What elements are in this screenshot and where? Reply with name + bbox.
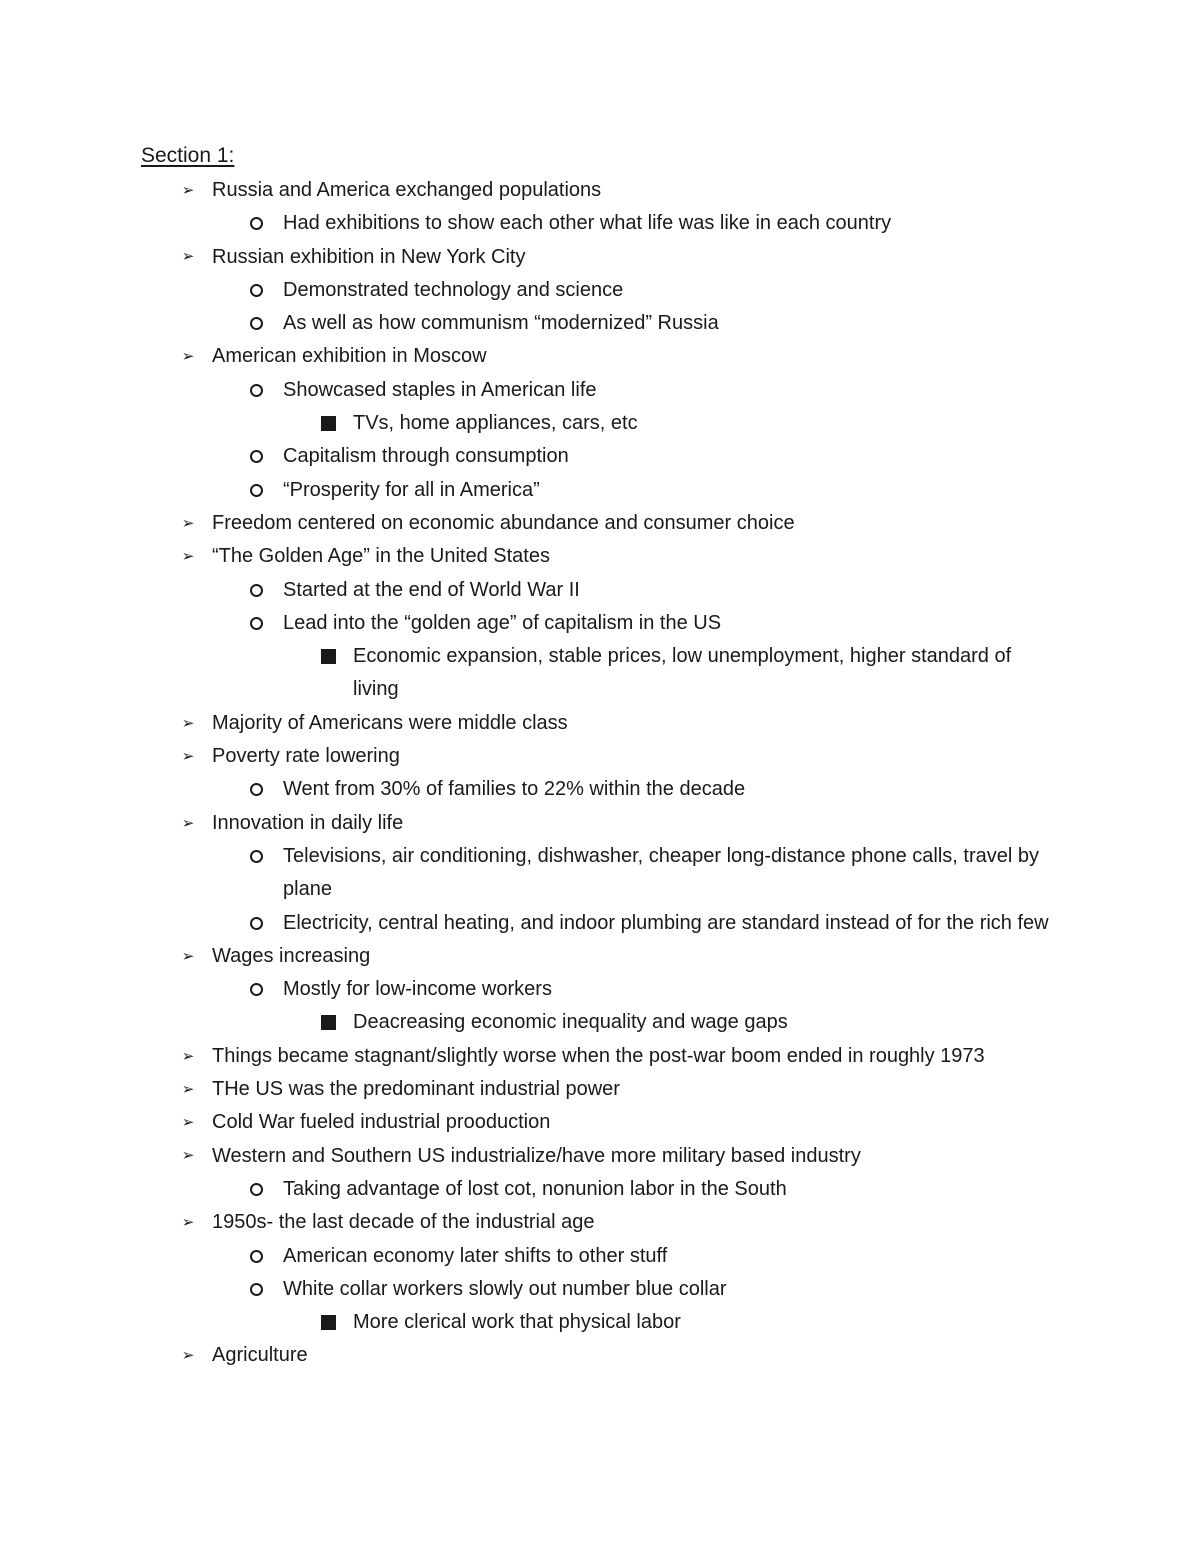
arrowhead-bullet-icon: ➢ — [181, 513, 195, 532]
list-item — [0, 307, 1053, 340]
list-item — [0, 1006, 1053, 1039]
list-item-text: Economic expansion, stable prices, low unemployment, higher standard of living — [353, 645, 1012, 701]
circle-bullet-icon — [246, 307, 266, 340]
list-item — [0, 340, 1062, 373]
circle-bullet-icon — [246, 207, 266, 240]
list-item — [0, 241, 1062, 274]
list-item — [0, 640, 1053, 707]
circle-bullet-icon — [246, 840, 266, 873]
list-item-text: “Prosperity for all in America” — [283, 478, 540, 501]
circle-bullet-icon — [246, 607, 266, 640]
arrowhead-bullet-icon: ➢ — [181, 1146, 195, 1165]
list-item — [0, 474, 1053, 507]
list-item — [0, 1206, 1062, 1239]
list-item-text: Poverty rate lowering — [212, 745, 400, 768]
list-item-text: TVs, home appliances, cars, etc — [353, 412, 638, 435]
arrowhead-bullet-icon: ➢ — [181, 813, 195, 832]
list-item-text: Taking advantage of lost cot, nonunion labor in the South — [283, 1177, 787, 1200]
list-item-text: Started at the end of World War II — [283, 578, 580, 601]
outline-list — [0, 174, 1200, 1373]
list-item-text: Capitalism through consumption — [283, 445, 569, 468]
list-item — [0, 540, 1062, 573]
list-item — [0, 1106, 1062, 1139]
list-item-text: Western and Southern US industrialize/have more military based industry — [212, 1144, 861, 1167]
list-item — [0, 374, 1053, 407]
list-item-text: Lead into the “golden age” of capitalism in the US — [283, 611, 722, 634]
list-item-text: American economy later shifts to other stuff — [283, 1244, 668, 1267]
circle-bullet-icon — [246, 907, 266, 940]
list-item-text: Innovation in daily life — [212, 811, 404, 834]
list-item — [0, 940, 1062, 973]
list-item-text: Russia and America exchanged populations — [212, 179, 602, 201]
section-heading: Section 1: — [141, 144, 235, 167]
list-item-text: As well as how communism “modernized” Russia — [283, 312, 719, 335]
arrowhead-bullet-icon: ➢ — [181, 1213, 195, 1232]
circle-bullet-icon — [246, 973, 266, 1006]
list-item-text: “The Golden Age” in the United States — [212, 545, 550, 568]
list-item-text: Deacreasing economic inequality and wage gaps — [353, 1011, 788, 1034]
list-item-text: Agriculture — [212, 1344, 308, 1367]
list-item — [0, 1140, 1062, 1173]
list-item — [0, 507, 1062, 540]
arrowhead-bullet-icon: ➢ — [181, 180, 195, 199]
list-item — [0, 740, 1062, 773]
list-item-text: Mostly for low-income workers — [283, 978, 552, 1001]
arrowhead-bullet-icon: ➢ — [181, 347, 195, 366]
square-bullet-icon — [318, 1306, 338, 1339]
arrowhead-bullet-icon: ➢ — [181, 1046, 195, 1065]
list-item — [0, 773, 1053, 806]
arrowhead-bullet-icon: ➢ — [181, 547, 195, 566]
arrowhead-bullet-icon: ➢ — [181, 746, 195, 765]
list-item — [0, 274, 1053, 307]
square-bullet-icon — [318, 640, 338, 673]
list-item — [0, 1306, 1053, 1339]
list-item — [0, 440, 1053, 473]
list-item — [0, 174, 1062, 207]
list-item — [0, 807, 1062, 840]
list-item-text: Electricity, central heating, and indoor plumbing are standard instead of for the rich few — [283, 911, 1049, 934]
arrowhead-bullet-icon: ➢ — [181, 713, 195, 732]
list-item-text: Demonstrated technology and science — [283, 278, 624, 301]
list-item-text: Russian exhibition in New York City — [212, 245, 526, 268]
list-item — [0, 207, 1053, 240]
circle-bullet-icon — [246, 274, 266, 307]
arrowhead-bullet-icon: ➢ — [181, 946, 195, 965]
circle-bullet-icon — [246, 1173, 266, 1206]
list-item — [0, 1273, 1053, 1306]
circle-bullet-icon — [246, 1273, 266, 1306]
list-item — [0, 1339, 1062, 1372]
arrowhead-bullet-icon: ➢ — [181, 1346, 195, 1365]
circle-bullet-icon — [246, 374, 266, 407]
list-item — [0, 1240, 1053, 1273]
list-item — [0, 407, 1053, 440]
list-item — [0, 607, 1053, 640]
list-item — [0, 707, 1062, 740]
list-item-text: Wages increasing — [212, 944, 371, 967]
list-item-text: Cold War fueled industrial prooduction — [212, 1111, 551, 1134]
circle-bullet-icon — [246, 773, 266, 806]
list-item — [0, 574, 1053, 607]
circle-bullet-icon — [246, 1240, 266, 1273]
list-item-text: Majority of Americans were middle class — [212, 711, 568, 734]
arrowhead-bullet-icon: ➢ — [181, 247, 195, 266]
list-item-text: Televisions, air conditioning, dishwasher, cheaper long-distance phone calls, travel by plane — [283, 844, 1039, 901]
list-item — [0, 840, 1053, 907]
list-item-text: More clerical work that physical labor — [353, 1311, 681, 1334]
arrowhead-bullet-icon: ➢ — [181, 1079, 195, 1098]
arrowhead-bullet-icon: ➢ — [181, 1113, 195, 1132]
list-item-text: Showcased staples in American life — [283, 378, 597, 401]
list-item — [0, 1073, 1062, 1106]
list-item-text: Went from 30% of families to 22% within the decade — [283, 778, 746, 801]
list-item-text: Things became stagnant/slightly worse when the post-war boom ended in roughly 1973 — [212, 1044, 985, 1067]
list-item — [0, 973, 1053, 1006]
list-item-text: White collar workers slowly out number blue collar — [283, 1277, 727, 1300]
list-item — [0, 1040, 1062, 1073]
list-item-text: Freedom centered on economic abundance and consumer choice — [212, 511, 795, 534]
circle-bullet-icon — [246, 440, 266, 473]
list-item-text: American exhibition in Moscow — [212, 345, 487, 368]
circle-bullet-icon — [246, 474, 266, 507]
list-item-text: Had exhibitions to show each other what life was like in each country — [283, 212, 892, 235]
square-bullet-icon — [318, 1006, 338, 1039]
circle-bullet-icon — [246, 574, 266, 607]
list-item — [0, 907, 1053, 940]
square-bullet-icon — [318, 407, 338, 440]
list-item-text: THe US was the predominant industrial power — [212, 1078, 620, 1101]
list-item — [0, 1173, 1053, 1206]
list-item-text: 1950s- the last decade of the industrial age — [212, 1211, 595, 1234]
